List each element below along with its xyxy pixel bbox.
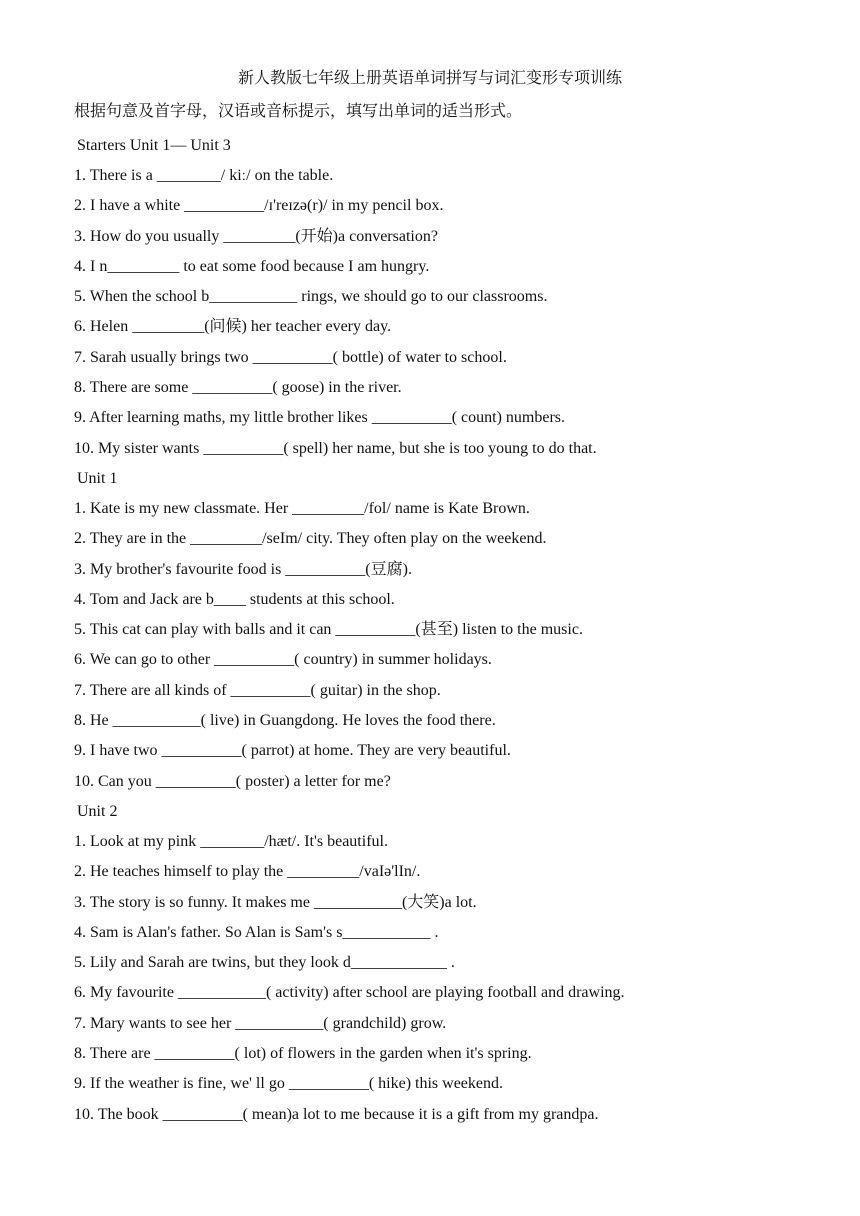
question-item: 2. He teaches himself to play the _________/vaIə'lIn/. [74,863,421,881]
question-item: 9. If the weather is fine, we' ll go __________( hike) this weekend. [74,1075,503,1093]
section-heading-unit-2: Unit 2 [77,802,118,820]
question-item: 7. Mary wants to see her ___________( grandchild) grow. [74,1014,447,1032]
question-item: 3. The story is so funny. It makes me ___________(大笑)a lot. [74,893,477,911]
question-item: 5. When the school b___________ rings, we should go to our classrooms. [74,288,548,306]
question-item: 4. I n_________ to eat some food because I am hungry. [74,257,430,275]
question-item: 7. Sarah usually brings two __________( bottle) of water to school. [74,348,507,366]
question-item: 10. My sister wants __________( spell) her name, but she is too young to do that. [74,439,597,457]
question-item: 6. We can go to other __________( country) in summer holidays. [74,651,492,669]
question-item: 1. There is a ________/ kiː/ on the table. [74,167,334,184]
question-item: 2. I have a white __________/ɪ'reɪzə(r)/ in my pencil box. [74,197,444,215]
question-item: 7. There are all kinds of __________( guitar) in the shop. [74,681,441,699]
question-item: 6. My favourite ___________( activity) after school are playing football and drawing. [74,984,625,1002]
question-item: 10. The book __________( mean)a lot to me because it is a gift from my grandpa. [74,1105,599,1123]
question-item: 2. They are in the _________/seIm/ city. They often play on the weekend. [74,530,547,548]
question-item: 1. Look at my pink ________/hæt/. It's beautiful. [74,832,388,850]
question-item: 8. There are __________( lot) of flowers in the garden when it's spring. [74,1045,532,1063]
question-item: 3. My brother's favourite food is __________(豆腐). [74,560,412,578]
question-item: 8. He ___________( live) in Guangdong. He loves the food there. [74,712,496,730]
question-item: 6. Helen _________(问候) her teacher every day. [74,318,392,336]
question-item: 9. I have two __________( parrot) at home. They are very beautiful. [74,742,511,760]
question-item: 4. Tom and Jack are b____ students at this school. [74,590,395,608]
question-item: 8. There are some __________( goose) in the river. [74,379,402,397]
question-item: 5. Lily and Sarah are twins, but they look d____________ . [74,954,455,972]
section-heading-starters: Starters Unit 1— Unit 3 [77,137,231,154]
question-item: 1. Kate is my new classmate. Her _________/fol/ name is Kate Brown. [74,499,530,517]
page-title: 新人教版七年级上册英语单词拼写与词汇变形专项训练 [237,70,622,87]
section-heading-unit-1: Unit 1 [77,469,118,487]
question-item: 9. After learning maths, my little brother likes __________( count) numbers. [74,409,566,427]
exercise-content [74,134,834,1133]
question-item: 10. Can you __________( poster) a letter for me? [74,772,391,790]
question-item: 5. This cat can play with balls and it can __________(甚至) listen to the music. [74,621,583,639]
instruction-text: 根据句意及首字母，汉语或音标提示，填写出单词的适当形式。 [74,103,523,120]
question-item: 3. How do you usually _________(开始)a conversation? [74,227,438,245]
question-item: 4. Sam is Alan's father. So Alan is Sam's s___________ . [74,923,439,941]
